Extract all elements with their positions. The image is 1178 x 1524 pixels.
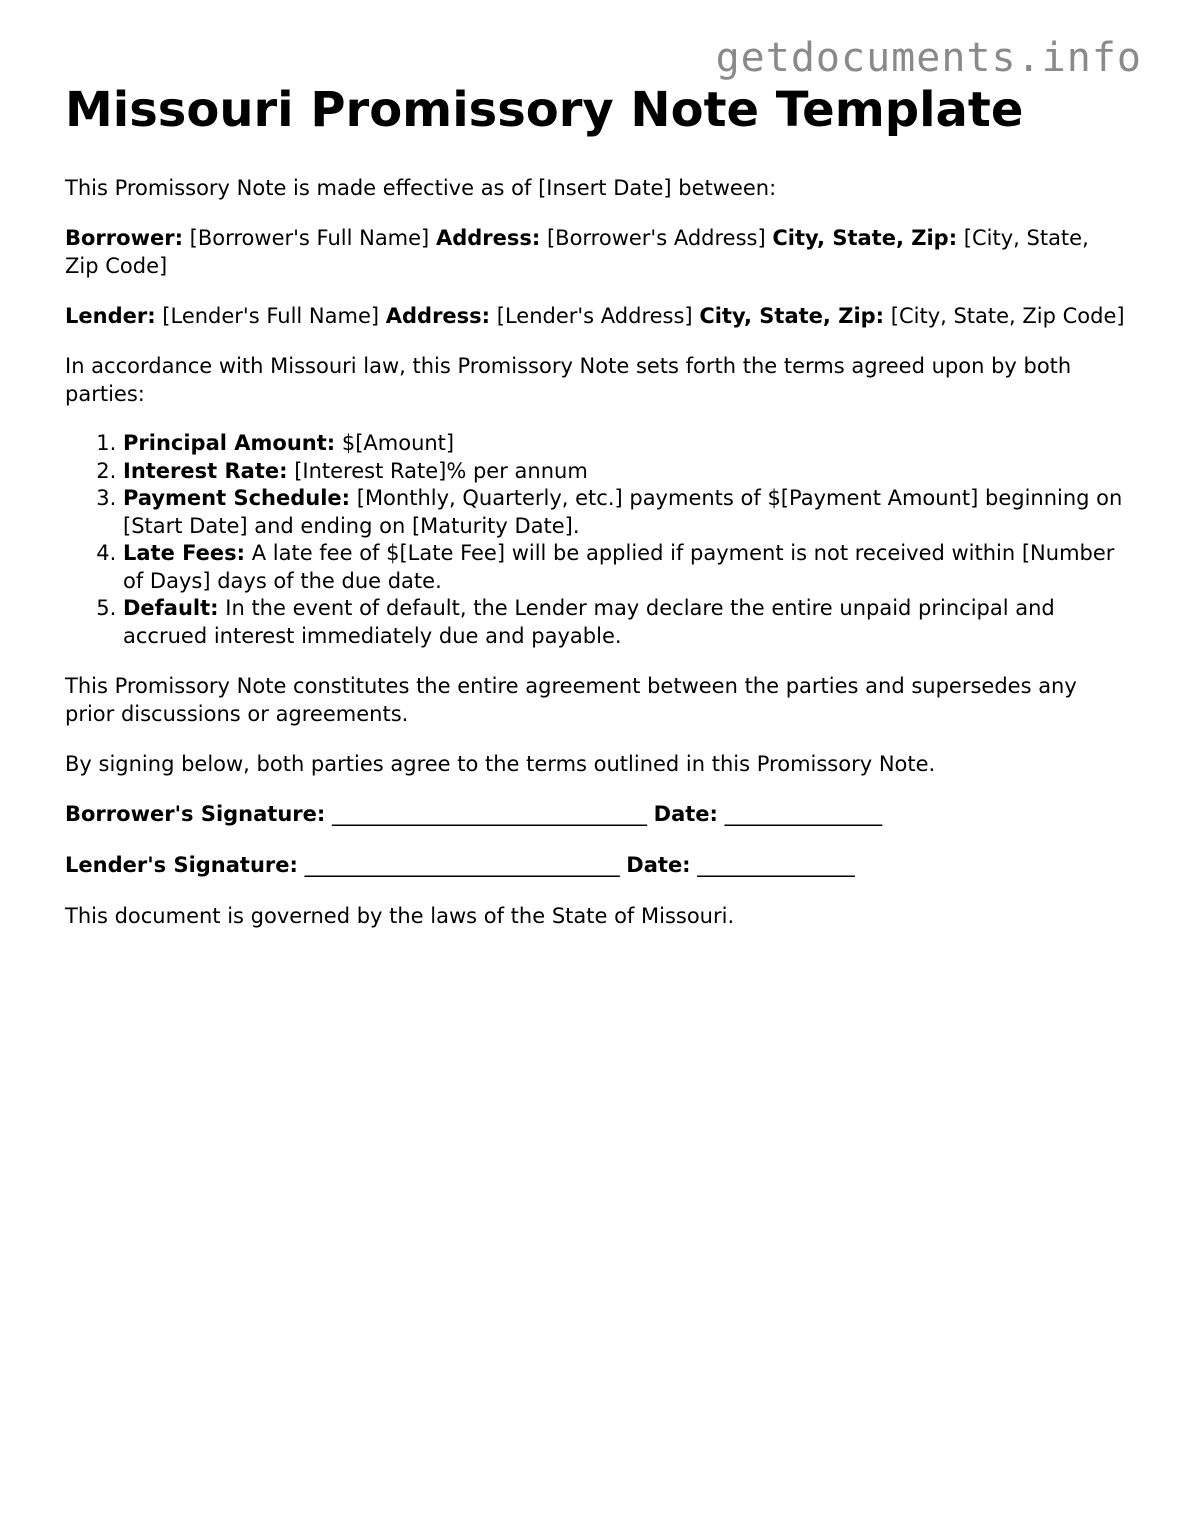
borrower-name: [Borrower's Full Name]: [189, 226, 430, 250]
borrower-details: [65, 224, 1125, 280]
borrower-city: [City, State, Zip Code]: [65, 226, 1089, 278]
list-item: [123, 430, 1125, 458]
term-text: $[Amount]: [341, 431, 455, 455]
entire-agreement-paragraph: This Promissory Note constitutes the entire agreement between the parties and supersedes any prior discussions or agreements.: [65, 674, 1077, 726]
governing-law-paragraph: This document is governed by the laws of the State of Missouri.: [65, 904, 735, 928]
lender-date-blank[interactable]: _______________: [697, 853, 855, 877]
lender-city: [City, State, Zip Code]: [890, 304, 1125, 328]
borrower-city-label: City, State, Zip:: [772, 226, 958, 250]
term-label: Interest Rate:: [123, 458, 288, 483]
borrower-label: Borrower:: [65, 226, 183, 250]
lender-signature-line: [65, 851, 1125, 879]
term-label: Principal Amount:: [123, 431, 336, 455]
accordance-paragraph: In accordance with Missouri law, this Promissory Note sets forth the terms agreed upon by both parties:: [65, 354, 1072, 406]
term-text: [Interest Rate]% per annum: [294, 458, 588, 483]
lender-date-label: Date:: [626, 853, 691, 877]
list-item: [123, 540, 1125, 595]
borrower-signature-label: Borrower's Signature:: [65, 802, 326, 826]
intro-paragraph: This Promissory Note is made effective as of [Insert Date] between:: [65, 176, 777, 200]
borrower-address: [Borrower's Address]: [546, 226, 766, 250]
lender-signature-label: Lender's Signature:: [65, 853, 298, 877]
lender-details: [65, 302, 1125, 330]
term-label: Late Fees:: [123, 541, 246, 565]
terms-list: [65, 430, 1125, 650]
borrower-signature-line: [65, 800, 1125, 828]
term-text: A late fee of $[Late Fee] will be applied if payment is not received within [Number of Days] days of the due date.: [123, 541, 1115, 593]
lender-name: [Lender's Full Name]: [162, 304, 380, 328]
lender-address: [Lender's Address]: [496, 304, 693, 328]
term-text: In the event of default, the Lender may declare the entire unpaid principal and accrued interest immediately due and payable.: [123, 596, 1055, 648]
lender-address-label: Address:: [385, 304, 491, 328]
list-item: [123, 595, 1125, 650]
term-text: [Monthly, Quarterly, etc.] payments of $[Payment Amount] beginning on [Start Date] and ending on [Maturity Date].: [123, 486, 1123, 538]
page-title: Missouri Promissory Note Template: [65, 82, 1024, 138]
term-label: Payment Schedule:: [123, 486, 351, 510]
list-item: [123, 485, 1125, 540]
term-label: Default:: [123, 596, 219, 620]
borrower-date-label: Date:: [653, 802, 718, 826]
lender-city-label: City, State, Zip:: [699, 304, 885, 328]
borrower-address-label: Address:: [435, 226, 541, 250]
lender-label: Lender:: [65, 304, 156, 328]
borrower-date-blank[interactable]: _______________: [724, 802, 883, 826]
watermark: getdocuments.info: [715, 35, 1142, 81]
list-item: [123, 458, 1125, 486]
lender-signature-blank[interactable]: ______________________________: [304, 853, 620, 877]
document-page: [65, 82, 1125, 952]
borrower-signature-blank[interactable]: ______________________________: [331, 802, 647, 826]
signing-paragraph: By signing below, both parties agree to the terms outlined in this Promissory Note.: [65, 752, 936, 776]
